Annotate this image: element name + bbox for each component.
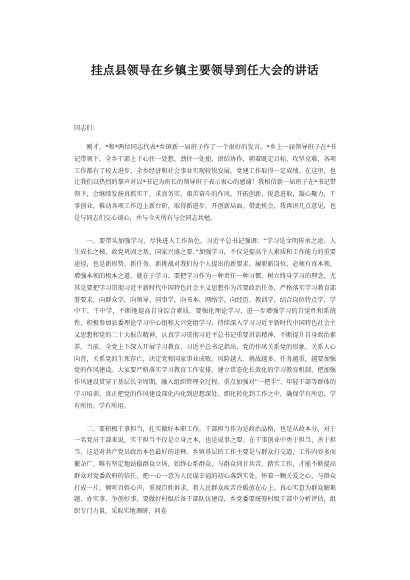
paragraph-section-two: 二、要积极干事担当，扎实做好本职工作。干部担当作为是政治品格，也是从政本分，对于一名党员干部来说，实干担当不仅是立身之本，也是成事之要。在干事创业中勇于担当、善于担当，这是对共产党员政治本色最好的诠释。乡镇基层的工作主要是与群众打交道，工作内容多而繁杂广，唯有坚定地站稳群众立场，始终心系群众、与群众同甘共苦，踏实工作，才能不断提高群众对党委政府的信任，把一心一意为人民谋幸福的初心落到实处，怀着一颗关爱之心、与群众打成一片，倾听百姓心声，重视百姓诉求，将人民群众疾苦冷暖放在心上。真心实意为群众解难题、办实事，争创好事，要做好村级后备干部队伍建设，乡党委要统筹村级干部中分析评估，组织专门力量，采取实地调研、问卷 <box>74 425 336 516</box>
paragraph-opening: 刚才，*和*两位同志代表*乡镇新一届班子作了一个很好的发言。*乡上一届领导班子在*书记带领下，全乡干部上下心往一处想，劲往一处使，团结协作，朝着既定目标，攻坚克难，各项工作都有了较大进步，全乡经济和社会事业实现较快发展，党建工作取得一定成绩。在这里，也让我们以热烈的掌声对以*书记为班长的领导班子表示衷心的感谢！我相信新一届班子在*书记带领下，会继续发扬真抓实干、求真务实、艰苦奋斗的作风，开拓创新，锐意进取，凝心聚力，干事创业，推动各项工作迈上新台阶，取得新进步，开创新局面。借此机会，我再讲几点意见，也是与同志们交心谈心，并与今天所有与会同志共勉。 <box>74 144 336 222</box>
salutation: 同志们： <box>74 125 99 132</box>
document-title: 挂点县领导在乡镇主要领导到任大会的讲话 <box>91 63 319 77</box>
paragraph-section-one: 一、要带头加强学习，尽快进入工作角色。习近平总书记强调：“学习是文明传承之途、人生成长之梯、政党巩固之基、国家兴盛之要。”加强学习，不仅是提高个人素质和工作能力的重要途径，也是新形势、新任务、新挑战对我们每个人提出的新要求。履职新岗位，必须有真本领，增强本领的根本之道，就在于学习。要把学习作为一种责任一种习惯，树立终身学习的理念，尤其是要把学习贯彻习近平新时代中国特色社会主义思想作为首要政治任务，严格落实学习教育部署要求，向群众学，向领导、同事学，向书本、网络学，向经历、教训学，结合岗位特点学，学中干、干中学，不断地提高自身综合素质。要强化理论学习，进一步增强学习的自觉性和系统性，积极参加县委理论学习中心组和大兴党组学习，持续深入学习习近平新时代中国特色社会主义思想和党的二十大报告精神，认真学习贯彻习近平总书记重要讲话精神，不断提升自身政治素养。当前，全党上下深入开展学习教育，习近平总书记指出，党的作风关系党的形象，关系人心向背，关系党的生死存亡，决定党和国家事业成败。风险越大、挑战越多、任务越重，越要加强党的作风建设。大家要严格落实学习教育工作安排，建立常态化长效化的学习教育机制，把加强作风建设贯穿于基层长全周期，融入组织管理全过程。重点加强对“一把手”、年轻干部等群体的学习培训，真正把党的作风建设深化内化到思想深处、细化转化到工作之中，确保学有所思、学有所悟、学有所用。 <box>74 237 336 410</box>
document-body <box>74 142 336 529</box>
